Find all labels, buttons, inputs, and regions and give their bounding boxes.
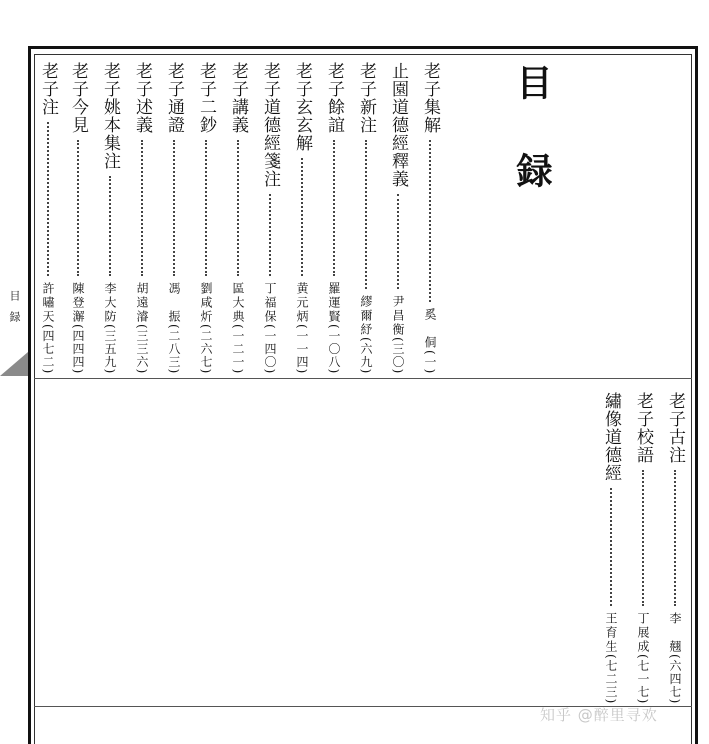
- toc-entry[interactable]: [419, 62, 441, 374]
- toc-entry-author: 丁展成: [636, 611, 650, 654]
- toc-entry[interactable]: [600, 392, 622, 704]
- toc-entry[interactable]: [387, 62, 409, 374]
- toc-entry-page: (六九): [359, 336, 373, 374]
- toc-leader-dots: [109, 176, 112, 276]
- toc-leader-dots: [610, 488, 613, 606]
- toc-entry-page: (一四〇): [263, 323, 277, 374]
- toc-entry-page: (三五九): [103, 323, 117, 374]
- toc-entry[interactable]: [227, 62, 249, 374]
- toc-leader-dots: [365, 140, 368, 289]
- toc-entry-author: 王育生: [604, 611, 618, 654]
- toc-entry-title: 老子通證: [164, 62, 184, 134]
- toc-entry[interactable]: [37, 62, 59, 374]
- toc-entry[interactable]: [131, 62, 153, 374]
- toc-entry-title: 止園道德經釋義: [388, 62, 408, 188]
- toc-leader-dots: [173, 140, 176, 276]
- toc-leader-dots: [205, 140, 208, 276]
- toc-entry-page: (三〇): [391, 336, 405, 374]
- toc-entry-author: 尹昌衡: [391, 294, 405, 337]
- toc-entry-title: 老子二鈔: [196, 62, 216, 134]
- toc-entry[interactable]: [632, 392, 654, 704]
- toc-entry-page: (一): [423, 349, 437, 374]
- toc-entry-title: 老子古注: [665, 392, 685, 464]
- toc-entry-author: 奚 侗: [423, 307, 437, 350]
- toc-entry-title: 老子道德經箋注: [260, 62, 280, 188]
- toc-entry-author: 羅運賢: [327, 281, 341, 324]
- toc-entry-author: 繆爾紓: [359, 294, 373, 337]
- toc-entry-author: 馮 振: [167, 281, 181, 324]
- toc-entry-author: 劉咸炘: [199, 281, 213, 324]
- toc-leader-dots: [397, 194, 400, 289]
- section-divider: [34, 378, 692, 379]
- toc-entry-author: 黄元炳: [295, 281, 309, 324]
- toc-entry[interactable]: [355, 62, 377, 374]
- toc-leader-dots: [642, 470, 645, 606]
- toc-entry-page: (四七二): [41, 323, 55, 374]
- toc-entry-author: 李大防: [103, 281, 117, 324]
- toc-entry-page: (一二一): [231, 323, 245, 374]
- toc-entry-author: 陳登澥: [71, 281, 85, 324]
- toc-entry-page: (三三六): [135, 323, 149, 374]
- toc-entry-title: 老子校語: [633, 392, 653, 464]
- toc-leader-dots: [269, 194, 272, 276]
- toc-entry[interactable]: [259, 62, 281, 374]
- toc-entry[interactable]: [291, 62, 313, 374]
- toc-entry-title: 老子姚本集注: [100, 62, 120, 170]
- toc-entry-page: (七二三): [604, 653, 618, 704]
- side-tab-label: 目録: [8, 290, 21, 332]
- toc-entry-page: (六四七): [668, 653, 682, 704]
- toc-entry[interactable]: [195, 62, 217, 374]
- page-title: 目録: [511, 64, 553, 240]
- toc-leader-dots: [141, 140, 144, 276]
- toc-entry-page: (一一四): [295, 323, 309, 374]
- toc-entry[interactable]: [67, 62, 89, 374]
- toc-leader-dots: [237, 140, 240, 276]
- toc-leader-dots: [301, 158, 304, 276]
- toc-leader-dots: [77, 140, 80, 276]
- toc-leader-dots: [47, 122, 50, 276]
- toc-entry-page: (二六七): [199, 323, 213, 374]
- toc-entry-title: 老子講義: [228, 62, 248, 134]
- toc-entry[interactable]: [99, 62, 121, 374]
- toc-entry-page: (一〇八): [327, 323, 341, 374]
- toc-entry-page: (四四四): [71, 323, 85, 374]
- toc-entry-title: 老子新注: [356, 62, 376, 134]
- toc-entry[interactable]: [163, 62, 185, 374]
- toc-entry-author: 丁福保: [263, 281, 277, 324]
- toc-entry[interactable]: [323, 62, 345, 374]
- toc-entry-title: 老子玄玄解: [292, 62, 312, 152]
- toc-entry-author: 區大典: [231, 281, 245, 324]
- toc-leader-dots: [429, 140, 432, 302]
- watermark: 知乎 @醉里寻欢: [540, 706, 658, 724]
- toc-entry-title: 老子注: [38, 62, 58, 116]
- toc-entry-author: 李 翹: [668, 611, 682, 654]
- side-tab-marker: [0, 352, 28, 376]
- toc-leader-dots: [674, 470, 677, 606]
- toc-entry-page: (七一七): [636, 653, 650, 704]
- toc-entry-author: 許嘯天: [41, 281, 55, 324]
- toc-entry-title: 老子餘誼: [324, 62, 344, 134]
- toc-entry-title: 老子今見: [68, 62, 88, 134]
- toc-entry-title: 老子集解: [420, 62, 440, 134]
- toc-entry[interactable]: [664, 392, 686, 704]
- toc-entry-title: 繡像道德經: [601, 392, 621, 482]
- toc-entry-page: (二八三): [167, 323, 181, 374]
- toc-leader-dots: [333, 140, 336, 276]
- toc-entry-author: 胡遠濬: [135, 281, 149, 324]
- toc-entry-title: 老子述義: [132, 62, 152, 134]
